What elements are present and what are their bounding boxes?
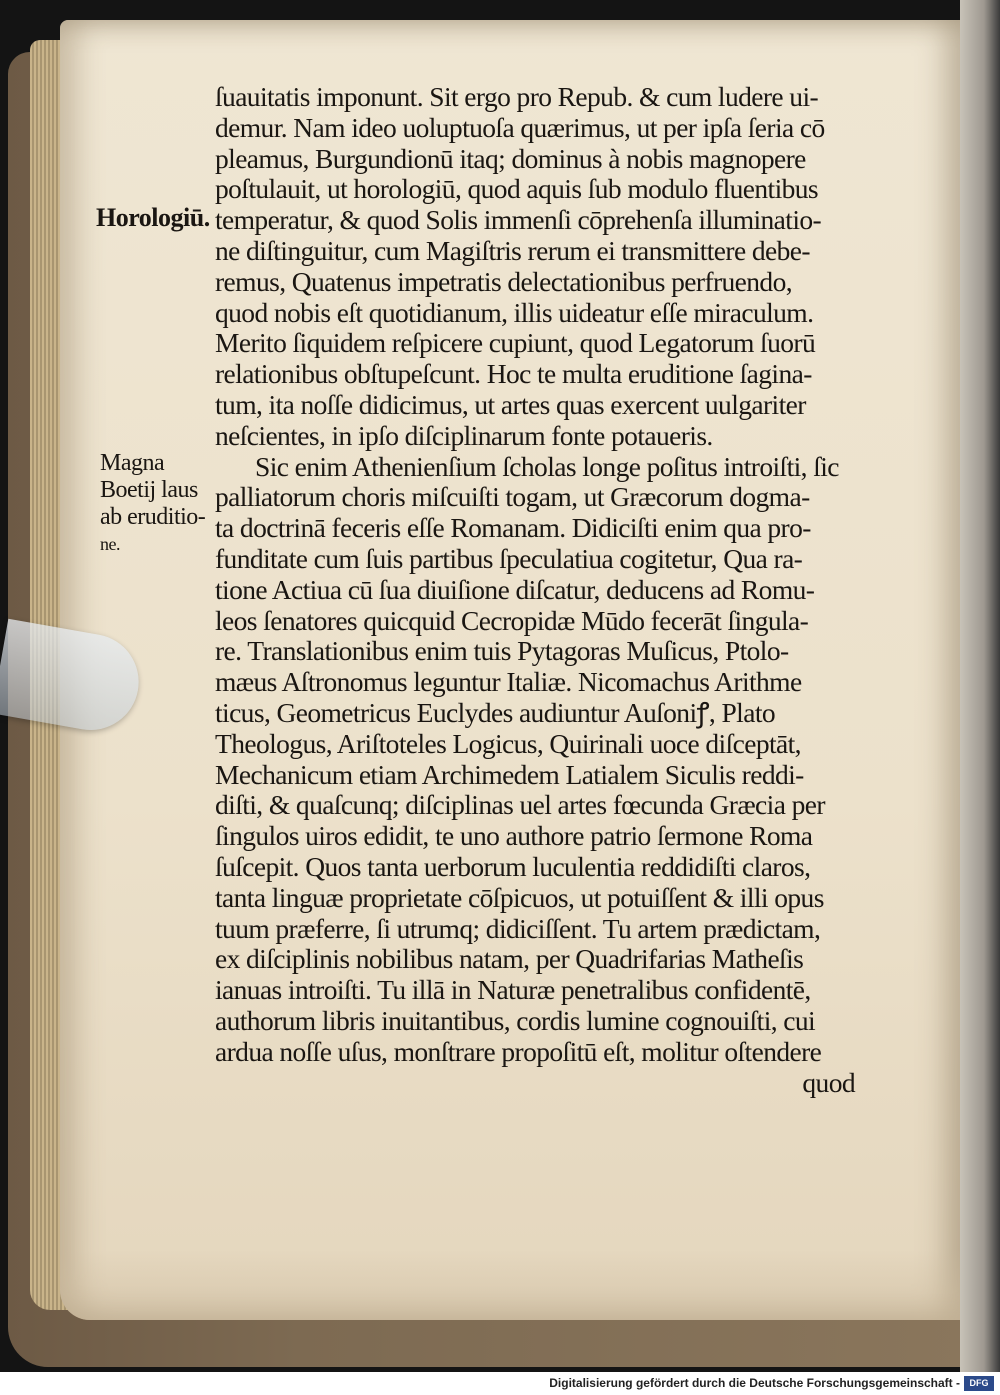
- text-line: demur. Nam ideo uoluptuoſa quærimus, ut per ipſa ſeria cō: [215, 111, 825, 143]
- text-line: palliatorum choris miſcuiſti togam, ut Græcorum dogma-: [215, 481, 810, 513]
- margin-note-horologium: Horologiū.: [96, 203, 210, 232]
- text-line: Mechanicum etiam Archimedem Latialem Siculis reddi-: [215, 758, 804, 790]
- text-line: authorum libris inuitantibus, cordis lumine cognouiſti, cui: [215, 1004, 816, 1036]
- margin-note-line: ne.: [100, 534, 120, 554]
- text-line: funditate cum ſuis partibus ſpeculatiua cogitetur, Qua ra-: [215, 542, 803, 574]
- page-stain: [60, 1250, 965, 1320]
- text-line: ianuas introiſti. Tu illā in Naturæ penetralibus confidentē,: [215, 974, 811, 1006]
- text-line: tione Actiua cū ſua diuiſione diſcatur, deducens ad Romu-: [215, 573, 815, 605]
- dfg-logo: DFG: [964, 1376, 994, 1391]
- text-line: ticus, Geometricus Euclydes audiuntur Auſoniꝭ, Plato: [215, 696, 776, 728]
- text-line: pleamus, Burgundionū itaq; dominus à nobis magnopere: [215, 142, 806, 174]
- text-line: re. Translationibus enim tuis Pytagoras Muſicus, Ptolo-: [215, 635, 789, 667]
- margin-note-line: Boetij laus: [100, 477, 198, 503]
- text-line: tum, ita noſſe didicimus, ut artes quas exercent uulgariter: [215, 388, 806, 420]
- text-line: relationibus obſtupeſcunt. Hoc te multa eruditione ſagina-: [215, 358, 812, 390]
- text-line: temperatur, & quod Solis immenſi cōprehenſa illuminatio-: [215, 204, 822, 236]
- text-line: poſtulauit, ut horologiū, quod aquis ſub modulo fluentibus: [215, 173, 819, 205]
- body-text: [215, 82, 855, 1098]
- text-line: tuum præferre, ſi utrumq; didiciſſent. Tu artem prædictam,: [215, 912, 821, 944]
- funding-notice: Digitalisierung gefördert durch die Deutsche Forschungsgemeinschaft -: [549, 1376, 960, 1390]
- text-line: ta doctrinā feceris eſſe Romanam. Didiciſti enim qua pro-: [215, 512, 811, 544]
- text-line: diſti, & quaſcunq; diſciplinas uel artes fœcunda Græcia per: [215, 789, 825, 821]
- margin-note-line: Magna: [100, 450, 165, 476]
- text-line: neſcientes, in ipſo diſciplinarum fonte potaueris.: [215, 419, 713, 451]
- text-line: tanta linguæ proprietate cōſpicuos, ut potuiſſent & illi opus: [215, 881, 824, 913]
- text-line: ſuſcepit. Quos tanta uerborum luculentia reddidiſti claros,: [215, 850, 811, 882]
- text-line: mæus Aſtronomus leguntur Italiæ. Nicomachus Arithme: [215, 666, 802, 698]
- facing-page-edge: [960, 0, 1000, 1372]
- catchword: quod: [802, 1066, 855, 1098]
- text-line: remus, Quatenus impetratis delectationibus perfruendo,: [215, 265, 793, 297]
- text-line: leos ſenatores quicquid Cecropidæ Mūdo fecerāt ſingula-: [215, 604, 809, 636]
- text-line: ex diſciplinis nobilibus natam, per Quadrifarias Matheſis: [215, 943, 804, 975]
- text-line: Merito ſiquidem reſpicere cupiunt, quod Legatorum ſuorū: [215, 327, 816, 359]
- text-line: ſuauitatis imponunt. Sit ergo pro Repub. & cum ludere ui-: [215, 81, 819, 112]
- text-line: ne diſtinguitur, cum Magiſtris rerum ei transmittere debe-: [215, 234, 810, 266]
- text-line: quod nobis eſt quotidianum, illis uideatur eſſe miraculum.: [215, 296, 814, 328]
- margin-note-line: ab eruditio-: [100, 504, 206, 530]
- text-line: Theologus, Ariſtoteles Logicus, Quirinali uoce diſceptāt,: [215, 727, 801, 759]
- text-line: ardua noſſe uſus, monſtrare propoſitū eſt, molitur oſtendere: [215, 1035, 822, 1067]
- margin-note-boetius: [100, 450, 205, 558]
- footer-bar: [0, 1372, 1000, 1395]
- text-line: ſingulos uiros edidit, te uno authore patrio ſermone Roma: [215, 820, 813, 852]
- text-line: Sic enim Athenienſium ſcholas longe poſitus introiſti, ſic: [255, 450, 839, 482]
